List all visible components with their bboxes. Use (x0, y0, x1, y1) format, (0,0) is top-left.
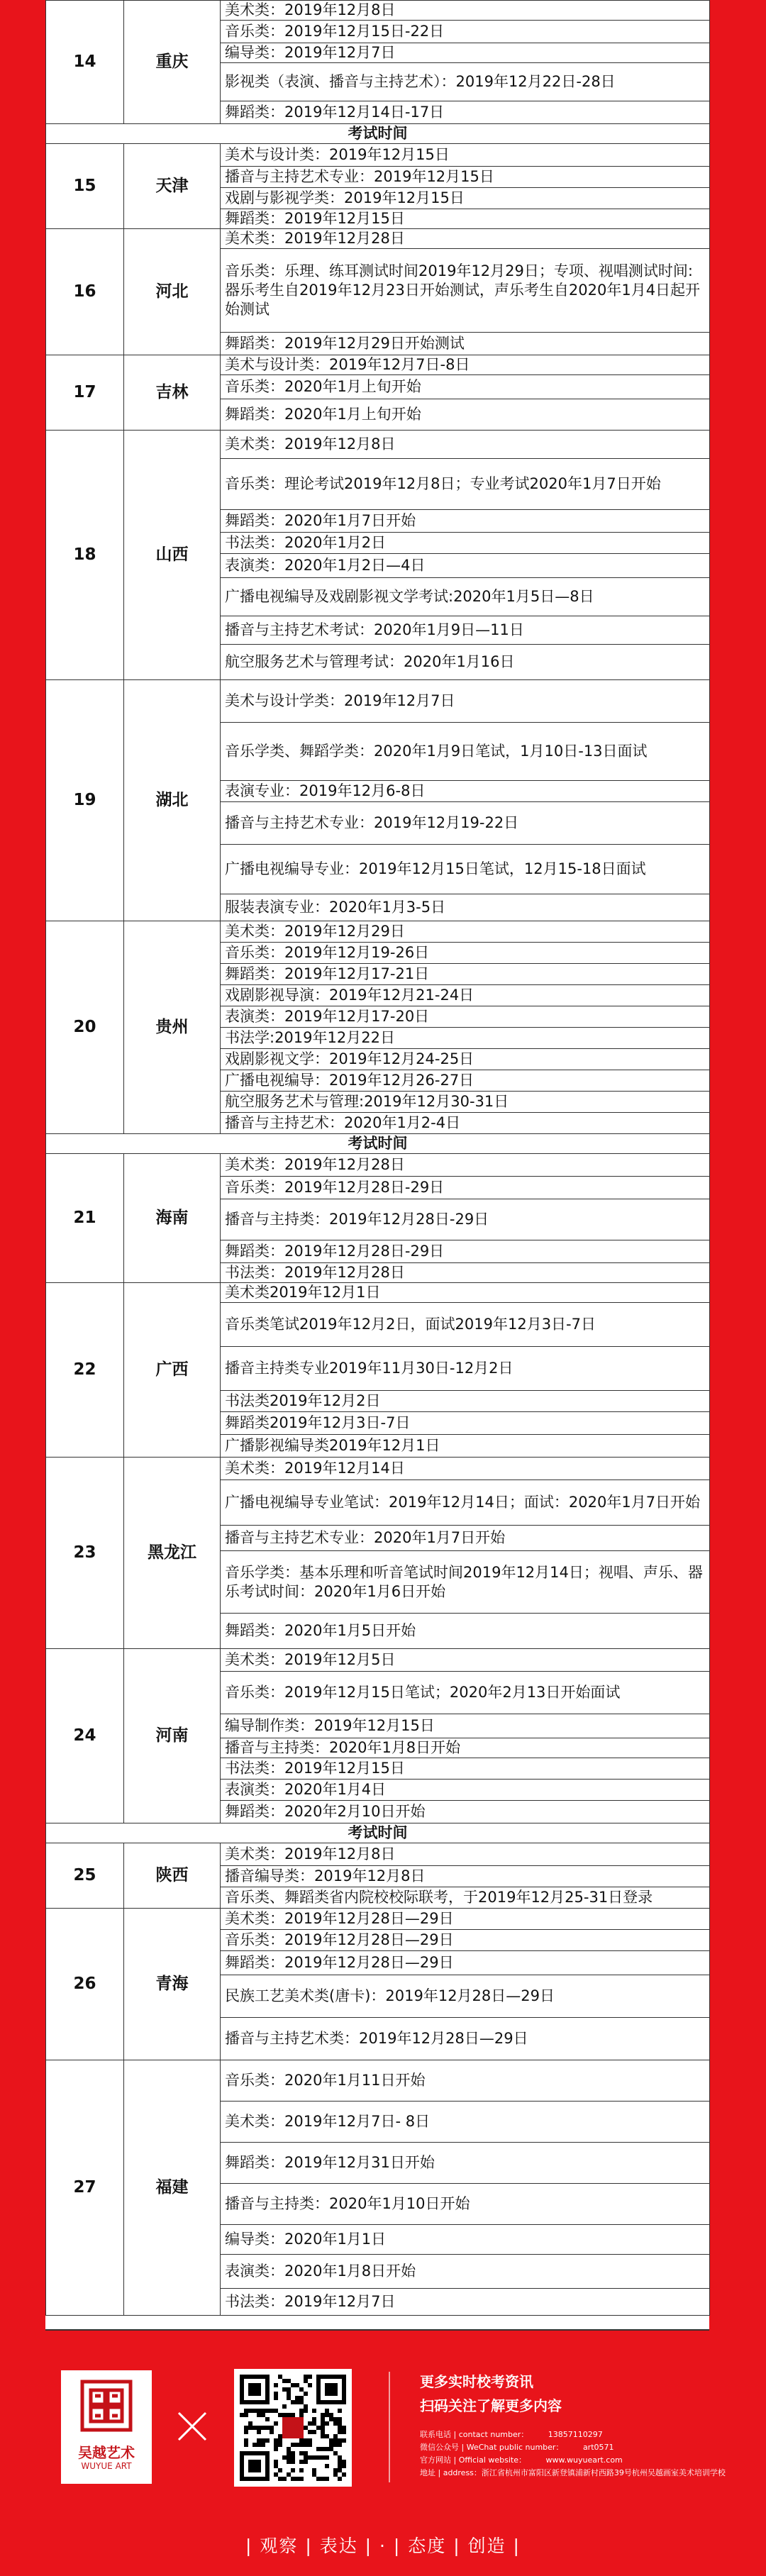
province-number: 24 (46, 1649, 124, 1823)
exam-schedule-item: 音乐类：2019年12月15日-22日 (221, 21, 710, 43)
province-number: 22 (46, 1283, 124, 1458)
province-name: 河南 (124, 1649, 221, 1823)
exam-schedule-item: 美术类：2019年12月28日 (221, 229, 710, 249)
exam-schedule-item: 书法类2019年12月2日 (221, 1391, 710, 1412)
exam-schedule-item: 舞蹈类：2020年2月10日开始 (221, 1801, 710, 1823)
province-name: 重庆 (124, 1, 221, 124)
exam-schedule-item: 音乐类：乐理、练耳测试时间2019年12月29日；专项、视唱测试时间:器乐考生自2019年12月23日开始测试，声乐考生自2020年1月4日起开始测试 (221, 249, 710, 333)
table-row (46, 229, 710, 249)
table-row (46, 431, 710, 459)
schedule-table-frame (45, 0, 709, 2331)
exam-schedule-item: 音乐类：2019年12月15日笔试；2020年2月13日开始面试 (221, 1672, 710, 1714)
table-row (46, 1909, 710, 1930)
exam-schedule-item: 表演类：2020年1月2日—4日 (221, 554, 710, 578)
exam-schedule-item: 音乐类：理论考试2019年12月8日；专业考试2020年1月7日开始 (221, 459, 710, 510)
exam-schedule-item: 舞蹈类：2020年1月上旬开始 (221, 399, 710, 431)
exam-schedule-item: 编导类：2020年1月1日 (221, 2225, 710, 2255)
exam-schedule-item: 舞蹈类：2019年12月28日-29日 (221, 1240, 710, 1263)
exam-schedule-item: 播音与主持艺术考试：2020年1月9日—11日 (221, 616, 710, 645)
exam-schedule-item: 美术类：2019年12月14日 (221, 1458, 710, 1480)
exam-schedule-item: 美术与设计类：2019年12月7日-8日 (221, 355, 710, 375)
province-number: 16 (46, 229, 124, 355)
table-row (46, 2060, 710, 2102)
table-row (46, 1, 710, 21)
exam-schedule-table (45, 0, 710, 2316)
exam-schedule-item: 音乐类：2019年12月19-26日 (221, 943, 710, 964)
address: 地址 | address：浙江省杭州市富阳区新登镇浦新村西路39号杭州吴越画室美术培训学校 (420, 2468, 726, 2477)
exam-schedule-item: 美术类：2019年12月7日- 8日 (221, 2102, 710, 2143)
official-website (420, 2454, 623, 2465)
exam-schedule-item: 书法学:2019年12月22日 (221, 1028, 710, 1049)
wechat-value: art0571 (582, 2443, 614, 2452)
exam-schedule-item: 美术类：2019年12月8日 (221, 1843, 710, 1866)
exam-schedule-item: 广播影视编导类2019年12月1日 (221, 1435, 710, 1458)
exam-schedule-item: 音乐学类、舞蹈学类：2020年1月9日笔试，1月10日-13日面试 (221, 723, 710, 781)
exam-schedule-item: 舞蹈类：2019年12月28日—29日 (221, 1951, 710, 1975)
exam-schedule-item: 音乐类：2020年1月11日开始 (221, 2060, 710, 2102)
province-name: 陕西 (124, 1843, 221, 1909)
exam-schedule-item: 广播电视编导专业：2019年12月15日笔试，12月15-18日面试 (221, 845, 710, 894)
exam-schedule-item: 美术与设计学类：2019年12月7日 (221, 680, 710, 723)
exam-schedule-item: 美术类：2019年12月29日 (221, 921, 710, 943)
section-header-row (46, 124, 710, 144)
exam-schedule-item: 美术类：2019年12月5日 (221, 1649, 710, 1672)
province-number: 20 (46, 921, 124, 1134)
exam-schedule-item: 表演类：2020年1月8日开始 (221, 2255, 710, 2289)
exam-schedule-item: 美术类：2019年12月8日 (221, 431, 710, 459)
exam-schedule-item: 舞蹈类：2019年12月15日 (221, 209, 710, 229)
website-value: www.wuyueart.com (545, 2455, 623, 2465)
exam-schedule-item: 舞蹈类：2019年12月17-21日 (221, 964, 710, 985)
exam-schedule-item: 音乐类：2019年12月28日-29日 (221, 1177, 710, 1199)
table-row (46, 1843, 710, 1866)
exam-schedule-item: 舞蹈类：2019年12月31日开始 (221, 2143, 710, 2184)
province-number: 14 (46, 1, 124, 124)
exam-schedule-item: 播音与主持类：2020年1月8日开始 (221, 1738, 710, 1758)
province-number: 19 (46, 680, 124, 921)
exam-schedule-item: 影视类（表演、播音与主持艺术）：2019年12月22日-28日 (221, 63, 710, 101)
province-name: 山西 (124, 431, 221, 680)
exam-schedule-item: 播音与主持艺术专业：2019年12月19-22日 (221, 802, 710, 845)
wechat-account (420, 2441, 614, 2453)
province-number: 27 (46, 2060, 124, 2316)
qr-code (234, 2369, 352, 2487)
exam-schedule-item: 音乐学类：基本乐理和听音笔试时间2019年12月14日；视唱、声乐、器乐考试时间：2020年1月6日开始 (221, 1551, 710, 1614)
exam-schedule-item: 舞蹈类：2020年1月5日开始 (221, 1614, 710, 1649)
province-name: 青海 (124, 1909, 221, 2060)
exam-schedule-item: 美术类：2019年12月8日 (221, 1, 710, 21)
exam-schedule-item: 美术类：2019年12月28日 (221, 1154, 710, 1177)
exam-schedule-item: 表演专业：2019年12月6-8日 (221, 781, 710, 802)
exam-schedule-item: 书法类：2020年1月2日 (221, 533, 710, 554)
exam-schedule-item: 播音与主持艺术类：2019年12月28日—29日 (221, 2018, 710, 2060)
exam-schedule-item: 音乐类：2019年12月28日—29日 (221, 1930, 710, 1951)
contact-number (420, 2428, 603, 2440)
exam-schedule-item: 音乐类、舞蹈类省内院校校际联考，于2019年12月25-31日登录 (221, 1887, 710, 1909)
exam-schedule-item: 舞蹈类2019年12月3日-7日 (221, 1412, 710, 1435)
wuyue-logo (61, 2370, 152, 2484)
province-name: 海南 (124, 1154, 221, 1283)
logo-seal-icon (79, 2379, 133, 2433)
exam-schedule-item: 广播电视编导及戏剧影视文学考试:2020年1月5日—8日 (221, 578, 710, 616)
province-name: 贵州 (124, 921, 221, 1134)
exam-schedule-item: 服装表演专业：2020年1月3-5日 (221, 894, 710, 921)
province-name: 广西 (124, 1283, 221, 1458)
table-row (46, 1283, 710, 1303)
province-name: 河北 (124, 229, 221, 355)
province-number: 18 (46, 431, 124, 680)
exam-schedule-item: 航空服务艺术与管理:2019年12月30-31日 (221, 1092, 710, 1113)
table-row (46, 1154, 710, 1177)
exam-schedule-item: 播音与主持类：2019年12月28日-29日 (221, 1199, 710, 1240)
exam-schedule-item: 书法类：2019年12月15日 (221, 1758, 710, 1780)
contact-value: 13857110297 (548, 2430, 603, 2439)
bottom-slogan: | 观察 | 表达 | · | 态度 | 创造 | (245, 2536, 521, 2556)
province-name: 黑龙江 (124, 1458, 221, 1649)
exam-schedule-item: 广播电视编导：2019年12月26-27日 (221, 1070, 710, 1092)
table-row (46, 144, 710, 167)
exam-schedule-item: 书法类：2019年12月28日 (221, 1263, 710, 1283)
province-name: 吉林 (124, 355, 221, 431)
province-number: 26 (46, 1909, 124, 2060)
exam-schedule-item: 表演类：2019年12月17-20日 (221, 1006, 710, 1028)
province-number: 23 (46, 1458, 124, 1649)
exam-time-header: 考试时间 (46, 1823, 710, 1843)
exam-schedule-item: 表演类：2020年1月4日 (221, 1780, 710, 1801)
exam-schedule-item: 播音与主持类：2020年1月10日开始 (221, 2184, 710, 2225)
table-row (46, 1458, 710, 1480)
province-number: 15 (46, 144, 124, 229)
table-row (46, 355, 710, 375)
logo-name: 吴越艺术 (78, 2444, 135, 2461)
exam-schedule-item: 舞蹈类：2020年1月7日开始 (221, 510, 710, 533)
promo-line-2: 扫码关注了解更多内容 (420, 2397, 562, 2414)
exam-schedule-item: 编导类：2019年12月7日 (221, 43, 710, 63)
website-label: 官方网站 | Official website： (420, 2455, 527, 2465)
exam-schedule-item: 戏剧与影视学类：2019年12月15日 (221, 188, 710, 209)
qr-code-icon (234, 2369, 352, 2487)
province-number: 25 (46, 1843, 124, 1909)
exam-schedule-item: 音乐类笔试2019年12月2日，面试2019年12月3日-7日 (221, 1303, 710, 1347)
exam-schedule-item: 美术与设计类：2019年12月15日 (221, 144, 710, 167)
footer (0, 2329, 766, 2576)
promo-line-1: 更多实时校考资讯 (420, 2373, 533, 2390)
province-name: 湖北 (124, 680, 221, 921)
exam-schedule-item: 美术类2019年12月1日 (221, 1283, 710, 1303)
logo-english-name: WUYUE ART (81, 2461, 132, 2471)
province-number: 21 (46, 1154, 124, 1283)
wechat-label: 微信公众号 | WeChat public number： (420, 2443, 564, 2452)
section-header-row (46, 1823, 710, 1843)
province-number: 17 (46, 355, 124, 431)
exam-schedule-item: 美术类：2019年12月28日—29日 (221, 1909, 710, 1930)
table-row (46, 680, 710, 723)
exam-time-header: 考试时间 (46, 124, 710, 144)
exam-schedule-item: 音乐类：2020年1月上旬开始 (221, 375, 710, 399)
exam-schedule-item: 播音主持类专业2019年11月30日-12月2日 (221, 1347, 710, 1391)
table-row (46, 1649, 710, 1672)
exam-schedule-item: 航空服务艺术与管理考试：2020年1月16日 (221, 645, 710, 680)
exam-schedule-item: 播音与主持艺术：2020年1月2-4日 (221, 1113, 710, 1134)
footer-divider (389, 2372, 390, 2482)
table-row (46, 921, 710, 943)
exam-schedule-item: 舞蹈类：2019年12月29日开始测试 (221, 333, 710, 355)
contact-label: 联系电话 | contact number： (420, 2430, 529, 2439)
exam-schedule-item: 民族工艺美术类(唐卡)：2019年12月28日—29日 (221, 1975, 710, 2018)
exam-schedule-item: 广播电视编导专业笔试：2019年12月14日；面试：2020年1月7日开始 (221, 1480, 710, 1526)
exam-schedule-item: 书法类：2019年12月7日 (221, 2289, 710, 2316)
exam-schedule-item: 舞蹈类：2019年12月14日-17日 (221, 101, 710, 124)
exam-schedule-item: 播音与主持艺术专业：2020年1月7日开始 (221, 1526, 710, 1551)
exam-schedule-item: 编导制作类：2019年12月15日 (221, 1714, 710, 1738)
cross-icon (176, 2410, 209, 2443)
exam-schedule-item: 戏剧影视导演：2019年12月21-24日 (221, 985, 710, 1006)
exam-time-header: 考试时间 (46, 1134, 710, 1154)
province-name: 福建 (124, 2060, 221, 2316)
exam-schedule-item: 播音编导类：2019年12月8日 (221, 1866, 710, 1887)
section-header-row (46, 1134, 710, 1154)
exam-schedule-item: 播音与主持艺术专业：2019年12月15日 (221, 167, 710, 188)
province-name: 天津 (124, 144, 221, 229)
exam-schedule-item: 戏剧影视文学：2019年12月24-25日 (221, 1049, 710, 1070)
